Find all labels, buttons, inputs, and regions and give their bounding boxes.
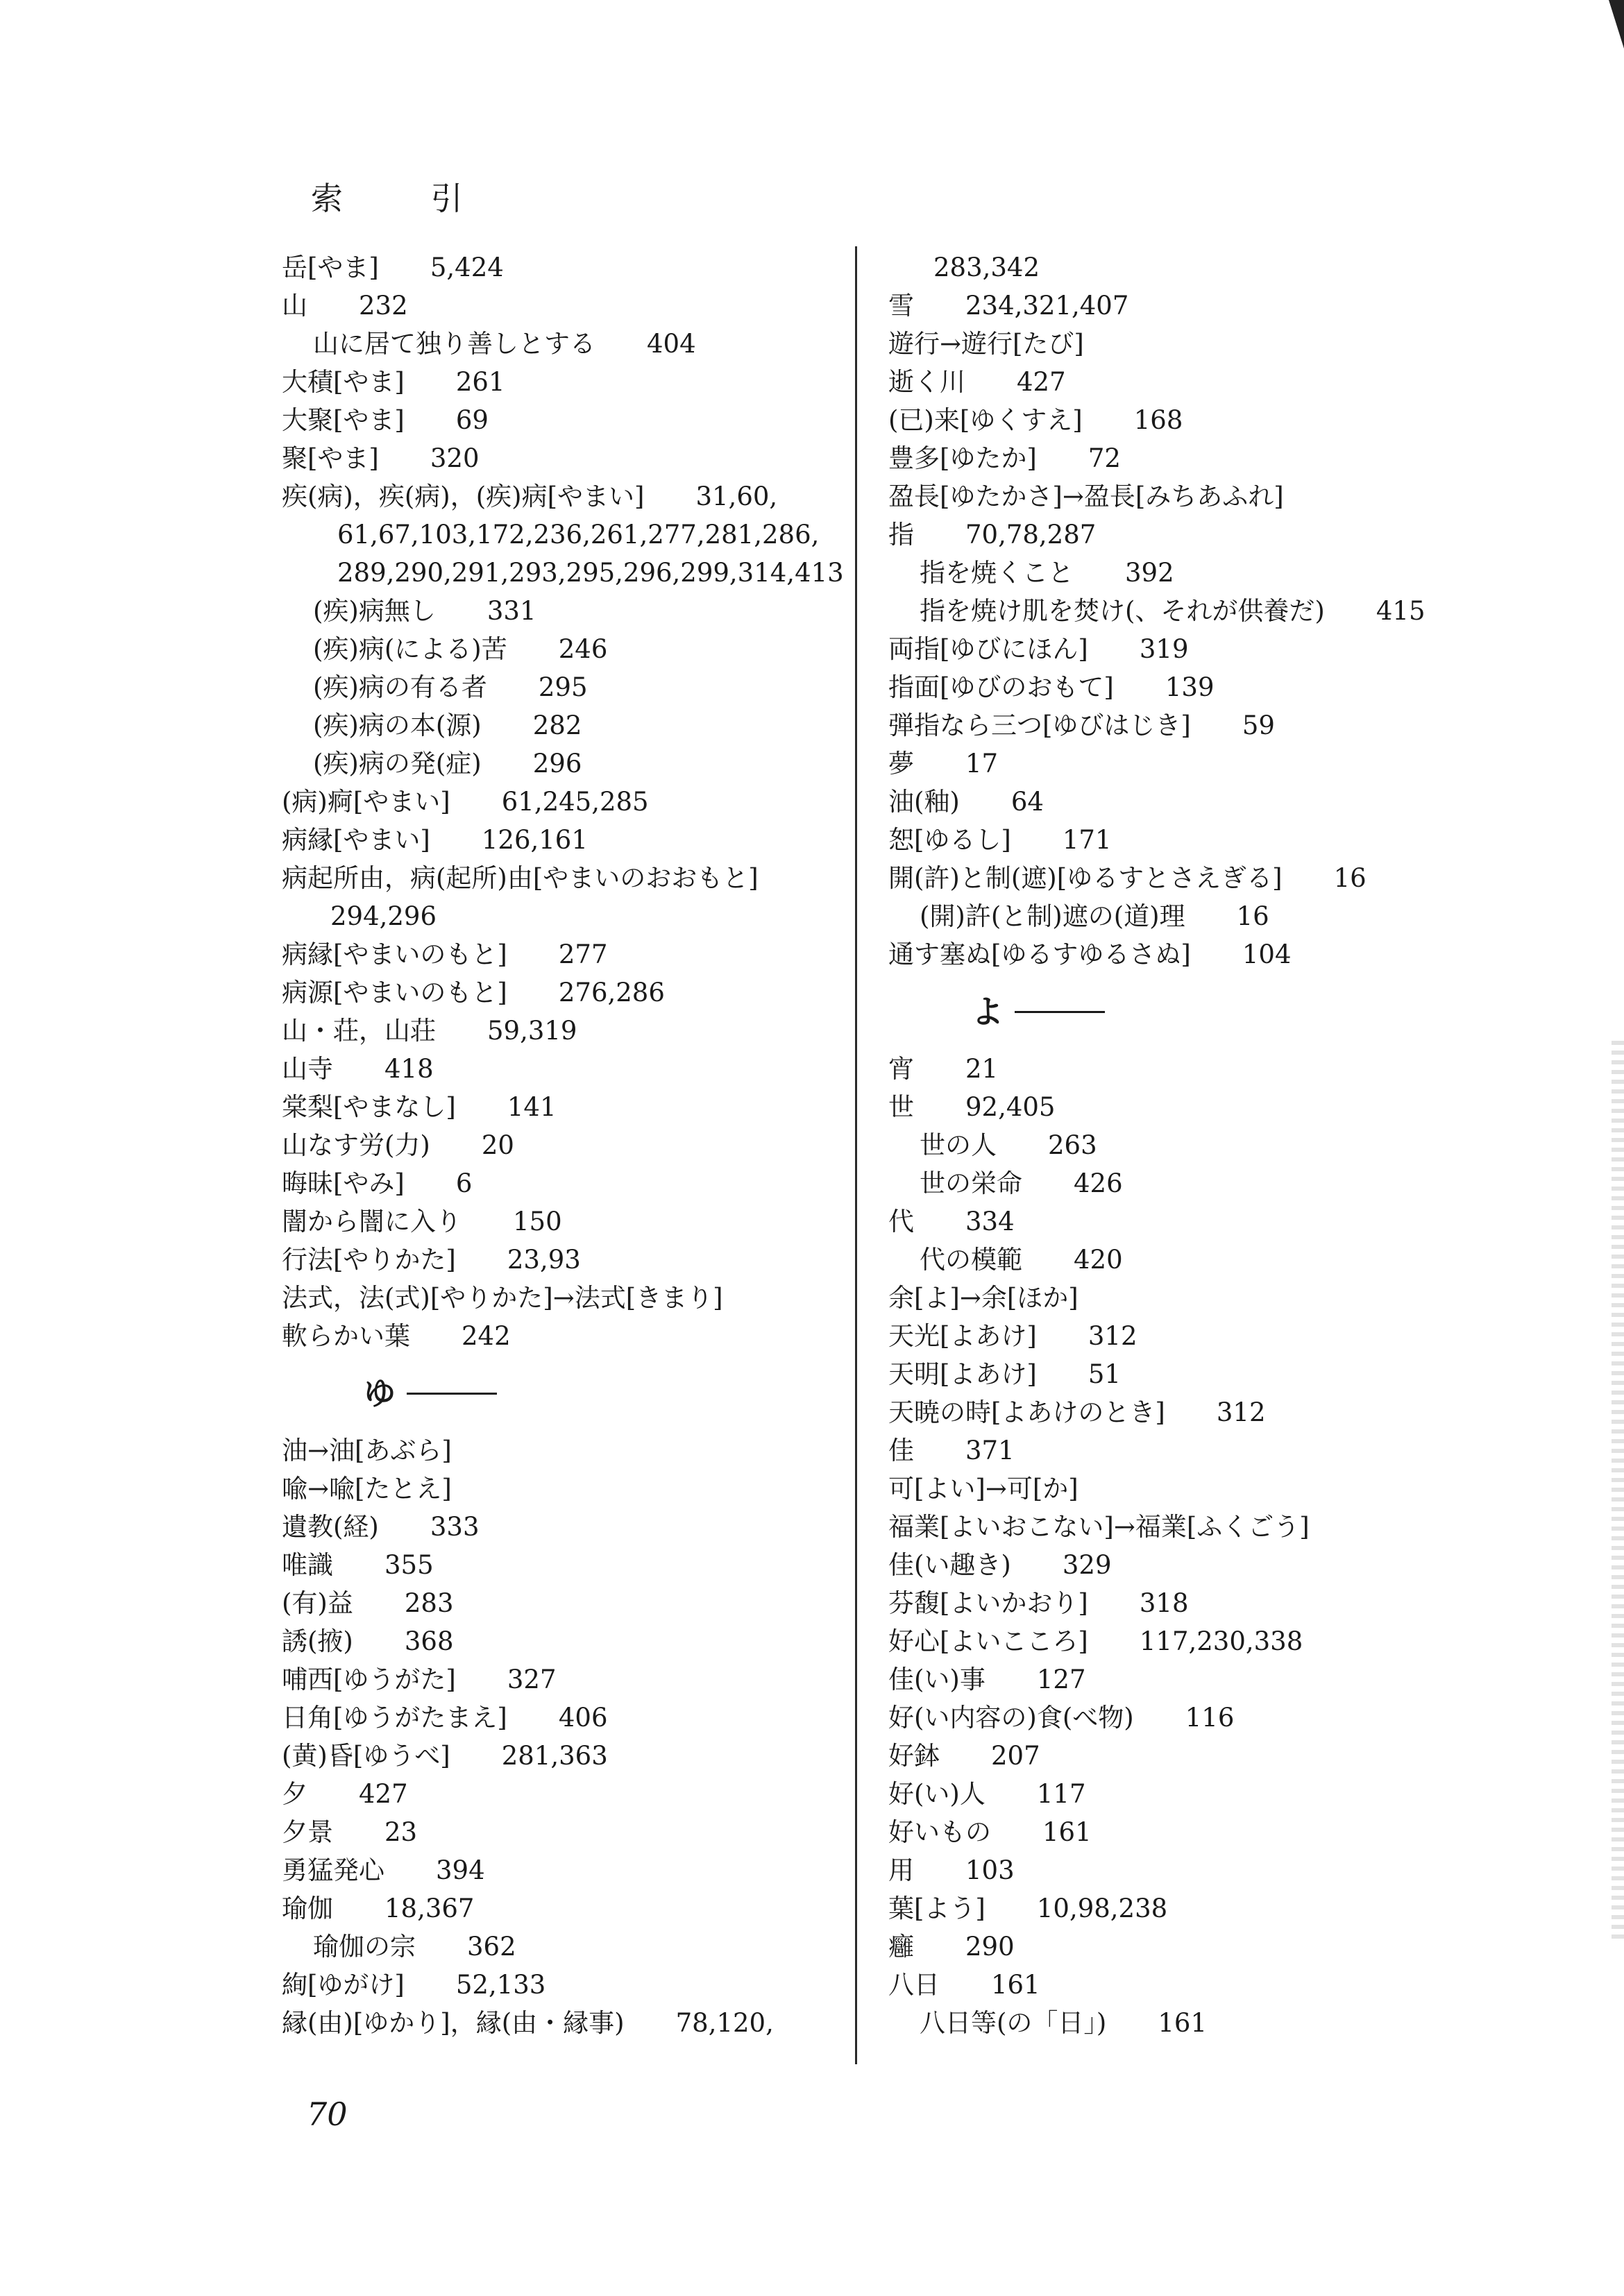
section-heading-label: よ [972,993,1004,1030]
index-entry: 福業[よいおこない]→福業[ふくごう] [888,1512,1310,1542]
index-entry: 大聚[やま] 69 [282,405,489,435]
index-entry: 好鉢 207 [888,1741,1040,1771]
index-entry: 開(許)と制(遮)[ゆるすとさえぎる] 16 [888,863,1367,893]
index-entry: 遊行→遊行[たび] [888,329,1084,359]
page-header: 索 引 [311,180,502,217]
index-entry: 闇から闇に入り 150 [282,1207,562,1236]
index-entry: (疾)病の本(源) 282 [313,711,582,740]
index-entry: (疾)病の有る者 295 [313,672,588,702]
index-entry: 好(い内容の)食(べ物) 116 [888,1703,1235,1733]
index-entry: 八日等(の「日」) 161 [920,2008,1207,2038]
index-entry: (開)許(と制)遮の(道)理 16 [920,901,1269,931]
index-entry: 病源[やまいのもと] 276,286 [282,978,665,1007]
index-entry: 61,67,103,172,236,261,277,281,286, [337,520,820,550]
index-entry: 病縁[やまいのもと] 277 [282,939,608,969]
index-entry: 日角[ゆうがたまえ] 406 [282,1703,608,1733]
index-entry: 瑜伽 18,367 [282,1894,475,1923]
index-entry: (疾)病(による)苦 246 [313,634,608,664]
index-entry: 用 103 [888,1855,1015,1885]
section-heading-rule [407,1393,497,1395]
index-entry: 雪 234,321,407 [888,291,1129,321]
index-entry: 世 92,405 [888,1092,1056,1122]
index-entry: 好(い)人 117 [888,1779,1086,1809]
index-entry: 夢 17 [888,749,999,779]
index-entry: 可[よい]→可[か] [888,1474,1079,1504]
index-entry: 絢[ゆがけ] 52,133 [282,1970,546,2000]
index-entry: 283,342 [933,253,1040,282]
index-entry: 哺西[ゆうがた] 327 [282,1665,557,1694]
index-entry: 好いもの 161 [888,1817,1092,1847]
index-entry: 弾指なら三つ[ゆびはじき] 59 [888,711,1275,740]
index-entry: 勇猛発心 394 [282,1855,485,1885]
index-entry: 289,290,291,293,295,296,299,314,413 [337,558,844,588]
index-column-right [888,248,1499,2042]
index-entry: 佳(い)事 127 [888,1665,1086,1694]
index-entry: 軟らかい葉 242 [282,1321,511,1351]
index-entry: 佳 371 [888,1436,1015,1465]
index-entry: 通す塞ぬ[ゆるすゆるさぬ] 104 [888,939,1292,969]
index-entry: 山・荘，山荘 59,319 [282,1016,577,1046]
index-entry: 芬馥[よいかおり] 318 [888,1588,1189,1618]
index-entry: 指 70,78,287 [888,520,1097,550]
index-entry: 聚[やま] 320 [282,443,480,473]
index-entry: 行法[やりかた] 23,93 [282,1245,581,1275]
index-entry: (有)益 283 [282,1588,454,1618]
index-entry: 恕[ゆるし] 171 [888,825,1112,855]
index-entry: 油(釉) 64 [888,787,1044,817]
index-entry: 棠梨[やまなし] 141 [282,1092,557,1122]
index-entry: 病起所由，病(起所)由[やまいのおおもと] [282,863,759,893]
index-entry: 法式，法(式)[やりかた]→法式[きまり] [282,1283,723,1313]
section-heading [282,1355,858,1431]
index-entry: 世の栄命 426 [920,1168,1123,1198]
index-entry: 豊多[ゆたか] 72 [888,443,1121,473]
index-entry: 山に居て独り善しとする 404 [313,329,696,359]
index-entry: 天明[よあけ] 51 [888,1359,1121,1389]
index-entry: 天光[よあけ] 312 [888,1321,1137,1351]
index-entry: 指を焼け肌を焚け(、それが供養だ) 415 [920,596,1426,626]
index-entry: (病)痾[やまい] 61,245,285 [282,787,649,817]
index-entry: 八日 161 [888,1970,1040,2000]
index-entry: 葉[よう] 10,98,238 [888,1894,1168,1923]
index-entry: 逝く川 427 [888,367,1066,397]
index-entry: 疾(病)，疾(病)，(疾)病[やまい] 31,60, [282,482,778,511]
index-entry: 遺教(経) 333 [282,1512,480,1542]
index-entry: 余[よ]→余[ほか] [888,1283,1079,1313]
index-entry: 宵 21 [888,1054,999,1084]
index-entry: 世の人 263 [920,1130,1097,1160]
index-entry: 指を焼くこと 392 [920,558,1174,588]
index-entry: 大積[やま] 261 [282,367,505,397]
index-entry: 瑜伽の宗 362 [313,1932,516,1962]
index-entry: 両指[ゆびにほん] 319 [888,634,1189,664]
index-entry: 唯識 355 [282,1550,434,1580]
index-entry: 夕 427 [282,1779,408,1809]
index-entry: 夕景 23 [282,1817,418,1847]
index-entry: 指面[ゆびのおもて] 139 [888,672,1215,702]
index-entry: 病縁[やまい] 126,161 [282,825,588,855]
index-entry: 晦昧[やみ] 6 [282,1168,473,1198]
index-entry: 天暁の時[よあけのとき] 312 [888,1397,1266,1427]
index-entry: 代の模範 420 [920,1245,1123,1275]
index-entry: 294,296 [330,901,437,931]
index-entry: 山 232 [282,291,408,321]
column-divider [855,246,857,2064]
index-entry: 盈長[ゆたかさ]→盈長[みちあふれ] [888,482,1284,511]
scan-edge-shadow [1612,1041,1624,1943]
index-entry: 癰 290 [888,1932,1015,1962]
index-entry: (疾)病無し 331 [313,596,536,626]
index-entry: 山寺 418 [282,1054,434,1084]
index-entry: (已)来[ゆくすえ] 168 [888,405,1183,435]
index-entry: (黄)昏[ゆうべ] 281,363 [282,1741,608,1771]
index-entry: 縁(由)[ゆかり]，縁(由・縁事) 78,120, [282,2008,774,2038]
index-entry: 好心[よいこころ] 117,230,338 [888,1626,1303,1656]
index-entry: 喩→喩[たとえ] [282,1474,452,1504]
index-entry: 岳[やま] 5,424 [282,253,504,282]
index-entry: 佳(い趣き) 329 [888,1550,1112,1580]
index-column-left [282,248,858,2042]
scan-corner-mark [1609,0,1624,49]
index-entry: (疾)病の発(症) 296 [313,749,582,779]
index-entry: 誘(掖) 368 [282,1626,454,1656]
index-entry: 山なす労(力) 20 [282,1130,514,1160]
index-entry: 油→油[あぶら] [282,1436,452,1465]
index-entry: 代 334 [888,1207,1015,1236]
section-heading-rule [1015,1011,1105,1013]
section-heading-label: ゆ [364,1375,396,1412]
section-heading [888,973,1499,1050]
page-number: 70 [307,2095,348,2133]
